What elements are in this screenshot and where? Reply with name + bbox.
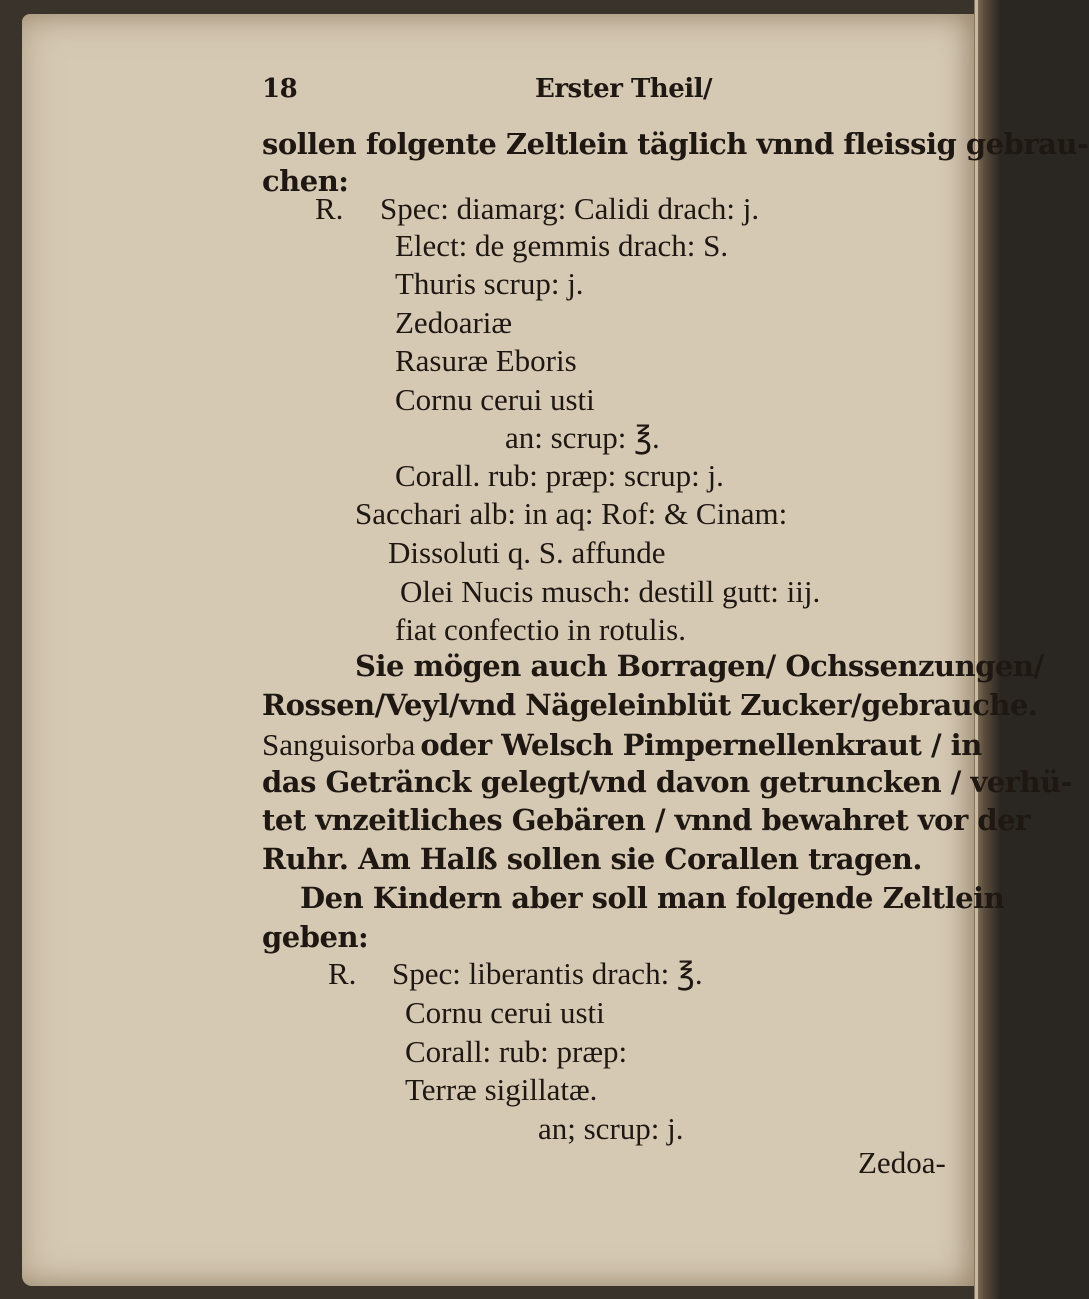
recipe-line: Elect: de gemmis drach: S. xyxy=(395,228,729,263)
recipe-line: an; scrup: j. xyxy=(538,1111,684,1146)
recipe-line: Sacchari alb: in aq: Rof: & Cinam: xyxy=(355,496,788,531)
text-line xyxy=(262,729,982,760)
catchword: Zedoa- xyxy=(858,1145,946,1180)
recipe-line: Spec: diamarg: Calidi drach: j. xyxy=(380,191,760,226)
text-line: tet vnzeitliches Gebären / vnnd bewahret vor der xyxy=(262,803,1030,837)
recipe-line: fiat confectio in rotulis. xyxy=(395,612,686,647)
recipe-line: Cornu cerui usti xyxy=(405,995,605,1030)
recipe-line: Corall: rub: præp: xyxy=(405,1034,628,1069)
text-line: Sie mögen auch Borragen/ Ochssenzungen/ xyxy=(355,649,1044,683)
recipe-line: Olei Nucis musch: destill gutt: iij. xyxy=(400,574,821,609)
recipe-line: Zedoariæ xyxy=(395,305,513,340)
text-fragment: oder Welsch Pimpernellenkraut / in xyxy=(420,728,982,762)
text-line: sollen folgente Zeltlein täglich vnnd fleissig gebrau- xyxy=(262,127,1089,161)
recipe-line: Dissoluti q. S. affunde xyxy=(388,535,666,570)
recipe-line: Cornu cerui usti xyxy=(395,382,595,417)
recipe-line: Terræ sigillatæ. xyxy=(405,1072,598,1107)
recipe-line: Corall. rub: præp: scrup: j. xyxy=(395,458,724,493)
recipe-line: an: scrup: ℥. xyxy=(505,420,660,455)
recipe-symbol: R. xyxy=(315,191,344,226)
text-line: Den Kindern aber soll man folgende Zeltlein xyxy=(300,881,1005,915)
text-line: das Getränck gelegt/vnd davon getruncken / verhü- xyxy=(262,765,1073,799)
recipe-line: Rasuræ Eboris xyxy=(395,343,577,378)
text-line: chen: xyxy=(262,164,349,198)
text-line: geben: xyxy=(262,920,369,954)
running-title: Erster Theil/ xyxy=(535,74,712,104)
recipe-symbol: R. xyxy=(328,956,357,991)
page-number: 18 xyxy=(262,74,298,104)
text-line: Ruhr. Am Halß sollen sie Corallen tragen. xyxy=(262,842,922,876)
recipe-line: Spec: liberantis drach: ℥. xyxy=(392,956,703,991)
recipe-line: Thuris scrup: j. xyxy=(395,266,584,301)
latin-term: Sanguisorba xyxy=(262,727,416,762)
text-line: Rossen/Veyl/vnd Nägeleinblüt Zucker/gebrauche. xyxy=(262,688,1038,722)
